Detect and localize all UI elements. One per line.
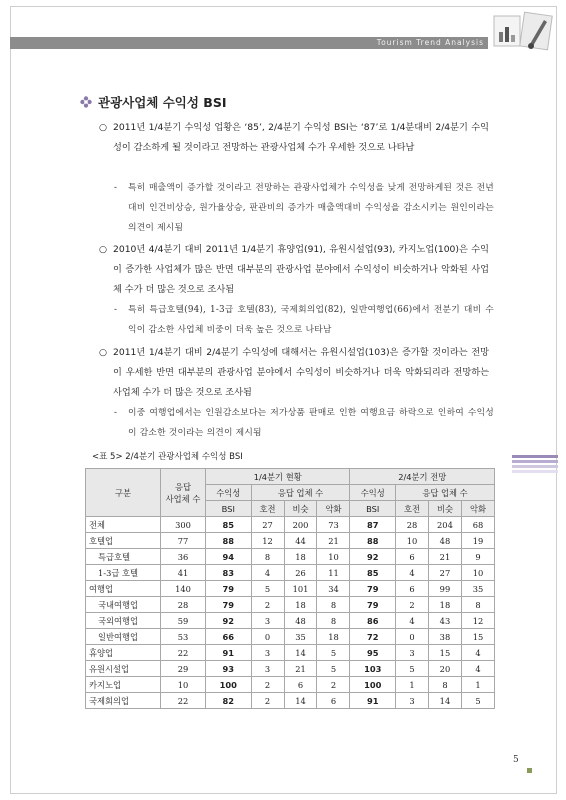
bsi-table — [85, 468, 495, 709]
table-cell: 27 — [428, 565, 461, 581]
table-cell: 29 — [161, 661, 206, 677]
table-cell: 14 — [284, 693, 317, 709]
bsi-cell: 66 — [206, 629, 252, 645]
table-row — [86, 565, 495, 581]
q2-same-header: 비슷 — [428, 501, 461, 517]
row-label: 특급호텔 — [86, 549, 161, 565]
q2-profit-header: 수익성 — [350, 485, 396, 501]
table-cell: 14 — [428, 693, 461, 709]
table-cell: 6 — [396, 549, 429, 565]
table-cell: 8 — [461, 597, 494, 613]
bsi-cell: 82 — [206, 693, 252, 709]
table-cell: 14 — [284, 645, 317, 661]
table-row — [86, 581, 495, 597]
table-cell: 4 — [461, 661, 494, 677]
table-cell: 204 — [428, 517, 461, 533]
table-cell: 36 — [161, 549, 206, 565]
table-cell: 0 — [396, 629, 429, 645]
table-cell: 59 — [161, 613, 206, 629]
bullet-paragraph-1 — [99, 118, 489, 158]
table-cell: 21 — [284, 661, 317, 677]
table-cell: 3 — [396, 693, 429, 709]
side-decoration — [512, 455, 558, 475]
flower-icon — [80, 96, 92, 108]
row-label: 휴양업 — [86, 645, 161, 661]
row-label: 여행업 — [86, 581, 161, 597]
bsi-cell: 85 — [350, 565, 396, 581]
bullet-symbol: ○ — [99, 244, 108, 255]
table-cell: 43 — [428, 613, 461, 629]
table-row — [86, 597, 495, 613]
table-cell: 4 — [251, 565, 284, 581]
row-label: 국외여행업 — [86, 613, 161, 629]
table-row — [86, 677, 495, 693]
q1-bsi-header: BSI — [206, 501, 252, 517]
col-group-header: 구분 — [86, 469, 161, 517]
table-cell: 3 — [251, 613, 284, 629]
table-cell: 1 — [396, 677, 429, 693]
table-cell: 3 — [251, 661, 284, 677]
q1-bad-header: 악화 — [317, 501, 350, 517]
bsi-cell: 100 — [206, 677, 252, 693]
row-label: 호텔업 — [86, 533, 161, 549]
table-cell: 35 — [284, 629, 317, 645]
bsi-cell: 91 — [350, 693, 396, 709]
table-cell: 19 — [461, 533, 494, 549]
table-cell: 5 — [317, 661, 350, 677]
table-cell: 26 — [284, 565, 317, 581]
sub-bullet-text: 이중 여행업에서는 인원감소보다는 저가상품 판매로 인한 여행요금 하락으로 인하여 수익성이 감소한 것이라는 의견이 제시됨 — [128, 408, 494, 438]
table-cell: 2 — [396, 597, 429, 613]
table-cell: 18 — [284, 597, 317, 613]
table-cell: 3 — [251, 645, 284, 661]
table-cell: 27 — [251, 517, 284, 533]
table-cell: 0 — [251, 629, 284, 645]
bullet-text: 2010년 4/4분기 대비 2011년 1/4분기 휴양업(91), 유원시설업(93), 카지노업(100)은 수익이 증가한 사업체가 많은 반면 대부분의 관광사업 분야에서 수익성이 비슷하거나 악화된 사업체 수가 더 많은 것으로 조사됨 — [113, 244, 489, 295]
col-respondents-header: 응답 사업체 수 — [161, 469, 206, 517]
table-cell: 10 — [396, 533, 429, 549]
table-cell: 5 — [251, 581, 284, 597]
table-cell: 300 — [161, 517, 206, 533]
bullet-symbol: ○ — [99, 347, 108, 358]
bsi-cell: 85 — [206, 517, 252, 533]
q1-good-header: 호전 — [251, 501, 284, 517]
table-cell: 73 — [317, 517, 350, 533]
table-row — [86, 517, 495, 533]
table-cell: 2 — [251, 597, 284, 613]
bsi-cell: 88 — [350, 533, 396, 549]
table-cell: 6 — [317, 693, 350, 709]
sub-bullet-3 — [114, 403, 494, 443]
header-text: Tourism Trend Analysis — [376, 38, 484, 47]
table-cell: 4 — [396, 565, 429, 581]
table-cell: 15 — [428, 645, 461, 661]
table-cell: 8 — [251, 549, 284, 565]
q2-header: 2/4분기 전망 — [350, 469, 495, 485]
table-caption: <표 5> 2/4분기 관광사업체 수익성 BSI — [92, 452, 243, 462]
table-cell: 48 — [428, 533, 461, 549]
q2-bad-header: 악화 — [461, 501, 494, 517]
table-cell: 20 — [428, 661, 461, 677]
table-cell: 10 — [317, 549, 350, 565]
table-cell: 22 — [161, 645, 206, 661]
q2-resp-count-header: 응답 업체 수 — [396, 485, 495, 501]
table-cell: 101 — [284, 581, 317, 597]
section-heading — [80, 93, 227, 111]
table-cell: 8 — [317, 613, 350, 629]
q1-same-header: 비슷 — [284, 501, 317, 517]
bsi-cell: 103 — [350, 661, 396, 677]
table-cell: 8 — [428, 677, 461, 693]
chart-brush-logo-icon — [492, 10, 554, 56]
table-cell: 5 — [461, 693, 494, 709]
table-row — [86, 533, 495, 549]
bsi-cell: 95 — [350, 645, 396, 661]
sub-bullet-2 — [114, 300, 494, 340]
table-cell: 68 — [461, 517, 494, 533]
sub-bullet-text: 특히 매출액이 증가할 것이라고 전망하는 관광사업체가 수익성을 낮게 전망하게된 것은 전년대비 인건비상승, 원가율상승, 판관비의 증가가 매출액대비 수익성을 감소시키는 원인이라는 의견이 제시됨 — [128, 183, 494, 233]
table-cell: 21 — [428, 549, 461, 565]
bsi-cell: 94 — [206, 549, 252, 565]
q2-bsi-header: BSI — [350, 501, 396, 517]
table-cell: 2 — [251, 677, 284, 693]
table-row — [86, 693, 495, 709]
table-cell: 38 — [428, 629, 461, 645]
q2-good-header: 호전 — [396, 501, 429, 517]
row-label: 전체 — [86, 517, 161, 533]
table-cell: 5 — [396, 661, 429, 677]
bullet-paragraph-3 — [99, 343, 489, 403]
bsi-cell: 79 — [350, 597, 396, 613]
table-cell: 18 — [317, 629, 350, 645]
table-cell: 9 — [461, 549, 494, 565]
section-title: 관광사업체 수익성 BSI — [98, 95, 227, 110]
bsi-cell: 79 — [206, 581, 252, 597]
bullet-text: 2011년 1/4분기 수익성 업황은 ‘85’, 2/4분기 수익성 BSI는 ‘87’로 1/4분대비 2/4분기 수익성이 감소하게 될 것이라고 전망하는 관광사업체 수가 우세한 것으로 나타남 — [113, 122, 489, 153]
table-cell: 77 — [161, 533, 206, 549]
table-row — [86, 549, 495, 565]
dash-symbol: - — [114, 408, 118, 418]
table-cell: 10 — [161, 677, 206, 693]
bsi-cell: 100 — [350, 677, 396, 693]
bullet-text: 2011년 1/4분기 대비 2/4분기 수익성에 대해서는 유원시설업(103)은 증가할 것이라는 전망이 우세한 반면 대부분의 관광사업 분야에서 수익성이 비슷하거나 더욱 악화되리라 전망하는 사업체 수가 더 많은 것으로 조사됨 — [113, 347, 489, 398]
bsi-cell: 86 — [350, 613, 396, 629]
row-label: 일반여행업 — [86, 629, 161, 645]
table-cell: 22 — [161, 693, 206, 709]
table-cell: 3 — [396, 645, 429, 661]
bsi-cell: 72 — [350, 629, 396, 645]
table-cell: 28 — [396, 517, 429, 533]
table-cell: 200 — [284, 517, 317, 533]
table-row — [86, 645, 495, 661]
table-cell: 18 — [284, 549, 317, 565]
sub-bullet-text: 특히 특급호텔(94), 1-3급 호텔(83), 국제회의업(82), 일반여행업(66)에서 전분기 대비 수익이 감소한 사업체 비중이 더욱 높은 것으로 나타남 — [128, 305, 494, 335]
table-cell: 1 — [461, 677, 494, 693]
table-cell: 44 — [284, 533, 317, 549]
dash-symbol: - — [114, 305, 118, 315]
table-cell: 140 — [161, 581, 206, 597]
table-cell: 48 — [284, 613, 317, 629]
bsi-cell: 93 — [206, 661, 252, 677]
table-cell: 4 — [396, 613, 429, 629]
bsi-cell: 91 — [206, 645, 252, 661]
bsi-cell: 83 — [206, 565, 252, 581]
table-cell: 10 — [461, 565, 494, 581]
table-cell: 41 — [161, 565, 206, 581]
table-cell: 21 — [317, 533, 350, 549]
q1-header: 1/4분기 현황 — [206, 469, 350, 485]
table-cell: 35 — [461, 581, 494, 597]
table-row — [86, 629, 495, 645]
row-label: 1-3급 호텔 — [86, 565, 161, 581]
table-cell: 2 — [251, 693, 284, 709]
table-cell: 18 — [428, 597, 461, 613]
page-number: 5 — [513, 755, 519, 765]
table-cell: 4 — [461, 645, 494, 661]
table-cell: 34 — [317, 581, 350, 597]
table-cell: 5 — [317, 645, 350, 661]
table-cell: 8 — [317, 597, 350, 613]
row-label: 유원시설업 — [86, 661, 161, 677]
q1-profit-header: 수익성 — [206, 485, 252, 501]
table-cell: 28 — [161, 597, 206, 613]
table-cell: 12 — [251, 533, 284, 549]
row-label: 국내여행업 — [86, 597, 161, 613]
table-row — [86, 661, 495, 677]
bsi-cell: 88 — [206, 533, 252, 549]
bsi-cell: 92 — [206, 613, 252, 629]
dash-symbol: - — [114, 183, 118, 193]
bullet-paragraph-2 — [99, 240, 489, 300]
sub-bullet-1 — [114, 178, 494, 238]
table-cell: 6 — [396, 581, 429, 597]
bsi-cell: 92 — [350, 549, 396, 565]
table-cell: 2 — [317, 677, 350, 693]
table-cell: 53 — [161, 629, 206, 645]
bsi-cell: 79 — [350, 581, 396, 597]
page-number-marker — [527, 768, 532, 773]
table-cell: 6 — [284, 677, 317, 693]
table-row — [86, 613, 495, 629]
bsi-cell: 87 — [350, 517, 396, 533]
table-cell: 15 — [461, 629, 494, 645]
q1-resp-count-header: 응답 업체 수 — [251, 485, 350, 501]
bullet-symbol: ○ — [99, 122, 108, 133]
bsi-cell: 79 — [206, 597, 252, 613]
row-label: 카지노업 — [86, 677, 161, 693]
table-cell: 11 — [317, 565, 350, 581]
row-label: 국제회의업 — [86, 693, 161, 709]
table-cell: 99 — [428, 581, 461, 597]
table-cell: 12 — [461, 613, 494, 629]
